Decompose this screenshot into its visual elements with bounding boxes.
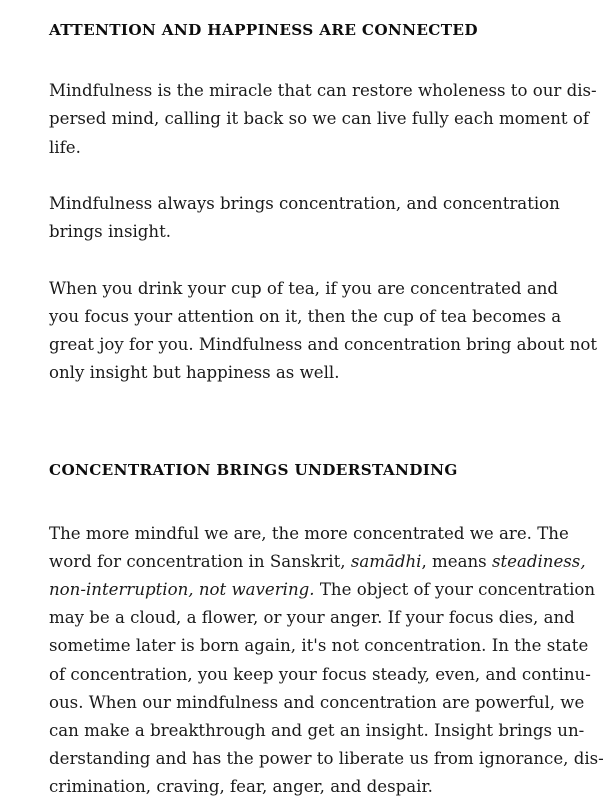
section-heading-concentration-brings-understanding: CONCENTRATION BRINGS UNDERSTANDING bbox=[49, 461, 458, 480]
text-line: crimination, craving, fear, anger, and despair. bbox=[49, 777, 433, 797]
section-1-body bbox=[49, 77, 598, 387]
text-line: only insight but happiness as well. bbox=[49, 363, 340, 383]
paragraph bbox=[49, 162, 560, 247]
text-line: persed mind, calling it back so we can live fully each moment of bbox=[49, 109, 590, 129]
definition-italic-part-2: non-interruption, not wavering. bbox=[49, 580, 315, 600]
text-column bbox=[49, 0, 604, 802]
text-line: may be a cloud, a flower, or your anger. If your focus dies, and bbox=[49, 608, 575, 628]
paragraph bbox=[49, 77, 597, 162]
text-line: The more mindful we are, the more concentrated we are. The bbox=[49, 523, 569, 543]
section-heading-attention-and-happiness: ATTENTION AND HAPPINESS ARE CONNECTED bbox=[49, 21, 478, 39]
paragraph bbox=[49, 520, 604, 802]
section-2-body bbox=[49, 520, 604, 802]
text-line: of concentration, you keep your focus steady, even, and continu- bbox=[49, 664, 591, 684]
text-line: derstanding and has the power to liberate us from ignorance, dis- bbox=[49, 749, 604, 769]
sanskrit-term-samadhi: samādhi bbox=[350, 551, 422, 571]
paragraph bbox=[49, 246, 598, 387]
text-line: The object of your concentration bbox=[314, 580, 596, 600]
text-line: Mindfulness always brings concentration, and concentration bbox=[49, 194, 560, 214]
text-line: can make a breakthrough and get an insight. Insight brings un- bbox=[49, 721, 585, 741]
text-line: you focus your attention on it, then the cup of tea becomes a bbox=[49, 306, 562, 326]
text-line: When you drink your cup of tea, if you are concentrated and bbox=[49, 278, 559, 298]
text-line: , means bbox=[421, 551, 492, 571]
text-line: word for concentration in Sanskrit, bbox=[49, 551, 351, 571]
definition-italic-part-1: steadiness, bbox=[491, 551, 586, 571]
text-line: great joy for you. Mindfulness and concentration bring about not bbox=[49, 335, 598, 355]
text-line: ous. When our mindfulness and concentration are powerful, we bbox=[49, 692, 585, 712]
text-line: brings insight. bbox=[49, 222, 172, 242]
text-line: sometime later is born again, it's not concentration. In the state bbox=[49, 636, 589, 656]
text-line: Mindfulness is the miracle that can restore wholeness to our dis- bbox=[49, 81, 597, 101]
text-line: life. bbox=[49, 137, 81, 157]
